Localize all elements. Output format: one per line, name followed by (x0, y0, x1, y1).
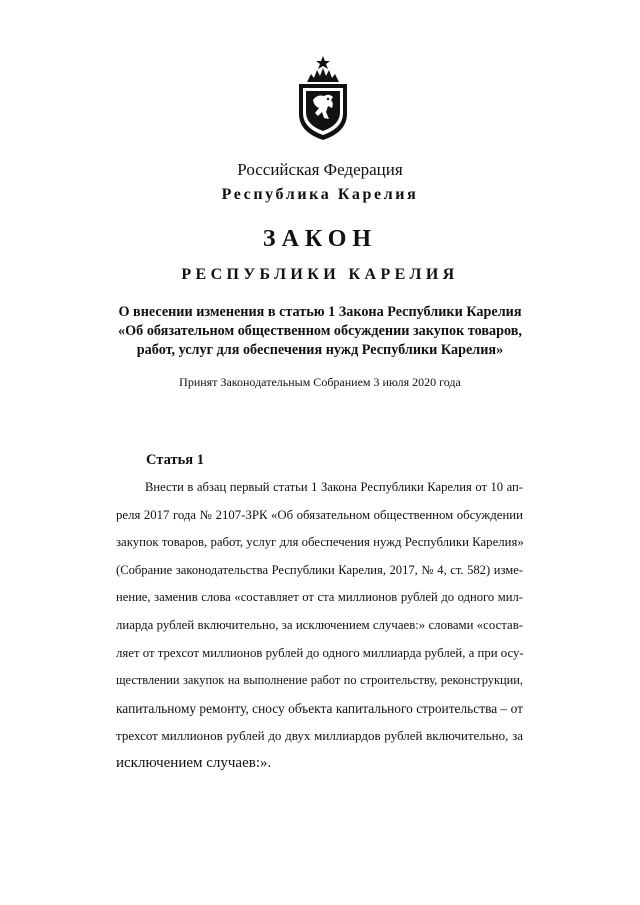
law-title-line: работ, услуг для обеспечения нужд Республики Карелия» (136, 342, 504, 358)
article-line: лиарда рублей включительно, за исключением случаев:» словами «состав- (116, 617, 523, 632)
law-title-line: «Об обязательном общественном обсуждении закупок товаров, (118, 323, 522, 339)
law-subheading: РЕСПУБЛИКИ КАРЕЛИЯ (181, 266, 459, 283)
republic-name: Республика Карелия (221, 186, 419, 203)
article-line: ществлении закупок на выполнение работ по строительству, реконструкции, (116, 673, 523, 688)
article-line: нение, заменив слова «составляет от ста миллионов рублей до одного мил- (116, 590, 523, 605)
law-title-line: О внесении изменения в статью 1 Закона Республики Карелия (118, 304, 522, 320)
article-line: реля 2017 года № 2107-ЗРК «Об обязательном общественном обсуждении (116, 507, 523, 522)
law-title (0, 303, 640, 360)
article-heading: Статья 1 (146, 452, 204, 468)
article-line: закупок товаров, работ, услуг для обеспечения нужд Республики Карелия» (116, 535, 524, 550)
article-body (116, 474, 523, 778)
article-line: (Собрание законодательства Республики Карелия, 2017, № 4, ст. 582) изме- (116, 562, 523, 577)
law-heading: ЗАКОН (262, 226, 378, 252)
article-line: Внести в абзац первый статьи 1 Закона Республики Карелия от 10 ап- (145, 480, 523, 494)
karelia-coat-of-arms-icon (293, 56, 353, 142)
article-line: капитальному ремонту, сносу объекта капитального строительства – от (116, 700, 523, 716)
article-line: исключением случаев:». (116, 754, 272, 771)
adoption-note: Принят Законодательным Собранием 3 июля 2020 года (179, 375, 461, 389)
article-line: трехсот миллионов рублей до двух миллиардов рублей включительно, за (116, 728, 523, 744)
article-line: ляет от трехсот миллионов рублей до одного миллиарда рублей, а при осу- (116, 645, 524, 660)
country-name: Российская Федерация (237, 160, 403, 179)
